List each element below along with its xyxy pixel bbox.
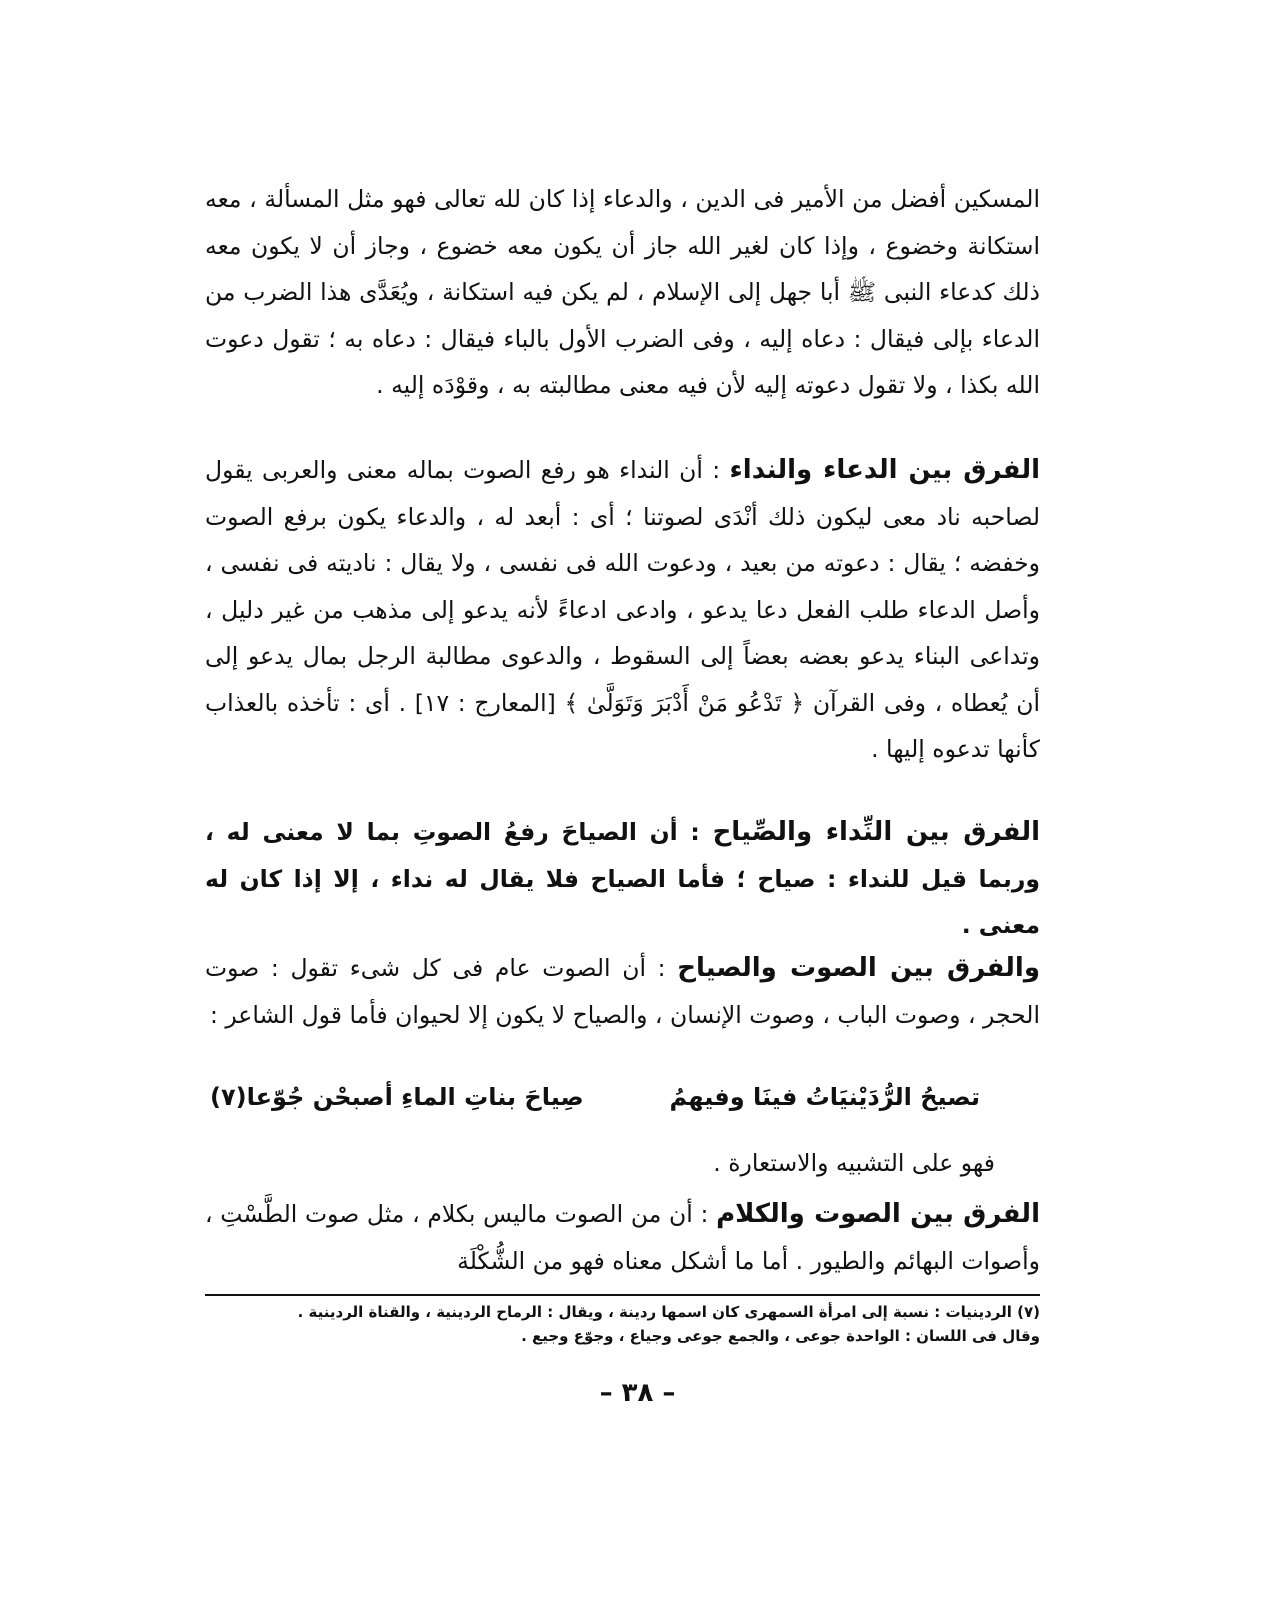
verse-commentary: فهو على التشبيه والاستعارة . — [713, 1149, 995, 1177]
footnote-line: وقال فى اللسان : الواحدة جوعى ، والجمع جوعى وجياع ، وجوّع وجيع . — [521, 1327, 1040, 1345]
paragraph-3 — [205, 809, 1040, 949]
paragraph-1 — [205, 176, 1040, 409]
section-heading-sawt-kalam: الفرق بين الصوت والكلام — [716, 1199, 1040, 1229]
verse-first-hemistich: تصيحُ الرُّدَيْنيَاتُ فينَا وفيهمُ — [669, 1083, 980, 1111]
paragraph-1-text: المسكين أفضل من الأمير فى الدين ، والدعاء إذا كان لله تعالى فهو مثل المسألة ، معه استكانة وخضوع ، وإذا كان لغير الله جاز أن يكون معه خضوع ، وجاز أن لا يكون معه ذلك كدعاء النبى ﷺ أبا جهل إلى الإسلام ، لم يكن فيه استكانة ، ويُعَدَّى هذا الضرب من الدعاء بإلى فيقال : دعاه إليه ، وفى الضرب الأول بالباء فيقال : دعاه به ؛ تقول دعوت الله بكذا ، ولا تقول دعوته إليه لأن فيه معنى مطالبته به ، وقوْدَه إليه . — [205, 185, 1040, 399]
footnotes — [270, 1300, 1040, 1348]
verse-second-hemistich: صِياحَ بناتِ الماءِ أصبحْن جُوّعا(٧) — [210, 1083, 584, 1111]
footnote-line: (٧) الردينيات : نسبة إلى امرأة السمهرى كان اسمها ردينة ، ويقال : الرماح الردينية ، والقناة الردينية . — [297, 1303, 1040, 1321]
paragraph-4-text: : أن الصوت عام فى كل شىء تقول : صوت الحجر ، وصوت الباب ، وصوت الإنسان ، والصياح لا يكون إلا لحيوان فأما قول الشاعر : — [205, 954, 1040, 1029]
section-heading-sawt-siyah: والفرق بين الصوت والصياح — [677, 953, 1040, 983]
paragraph-2-text: : أن النداء هو رفع الصوت بماله معنى والعربى يقول لصاحبه ناد معى ليكون ذلك أنْدَى لصوتنا ؛ أى : أبعد له ، والدعاء يكون برفع الصوت وخفضه ؛ يقال : دعوته من بعيد ، ودعوت الله فى نفسى ، ولا يقال : ناديته فى نفسى ، وأصل الدعاء طلب الفعل دعا يدعو ، وادعى ادعاءً لأنه يدعو إلى مذهب من غير دليل ، وتداعى البناء يدعو بعضه بعضاً إلى السقوط ، والدعوى مطالبة الرجل بمال يدعو إلى أن يُعطاه ، وفى القرآن ﴿ تَدْعُو مَنْ أَدْبَرَ وَتَوَلَّىٰ ﴾ [المعارج : ١٧] . أى : تأخذه بالعذاب كأنها تدعوه إليها . — [205, 456, 1040, 763]
page-number: – ٣٨ – — [599, 1378, 676, 1408]
poetry-verse — [210, 1083, 980, 1131]
paragraph-5 — [205, 1191, 1040, 1284]
section-heading-nida-siyah: الفرق بين النِّداء والصِّياح — [712, 817, 1040, 847]
paragraph-2 — [205, 447, 1040, 773]
paragraph-4 — [205, 945, 1040, 1038]
paragraph-5-text: : أن من الصوت ماليس بكلام ، مثل صوت الطَّسْتِ ، وأصوات البهائم والطيور . أما ما أشكل معناه فهو من الشُّكْلَة — [205, 1200, 1040, 1275]
section-heading-dua-nida: الفرق بين الدعاء والنداء — [729, 455, 1041, 485]
footnote-divider — [205, 1294, 1040, 1296]
paragraph-3-text: : أن الصياحَ رفعُ الصوتِ بما لا معنى له ، وربما قيل للنداء : صياح ؛ فأما الصياح فلا يقال له نداء ، إلا إذا كان له معنى . — [205, 818, 1040, 939]
